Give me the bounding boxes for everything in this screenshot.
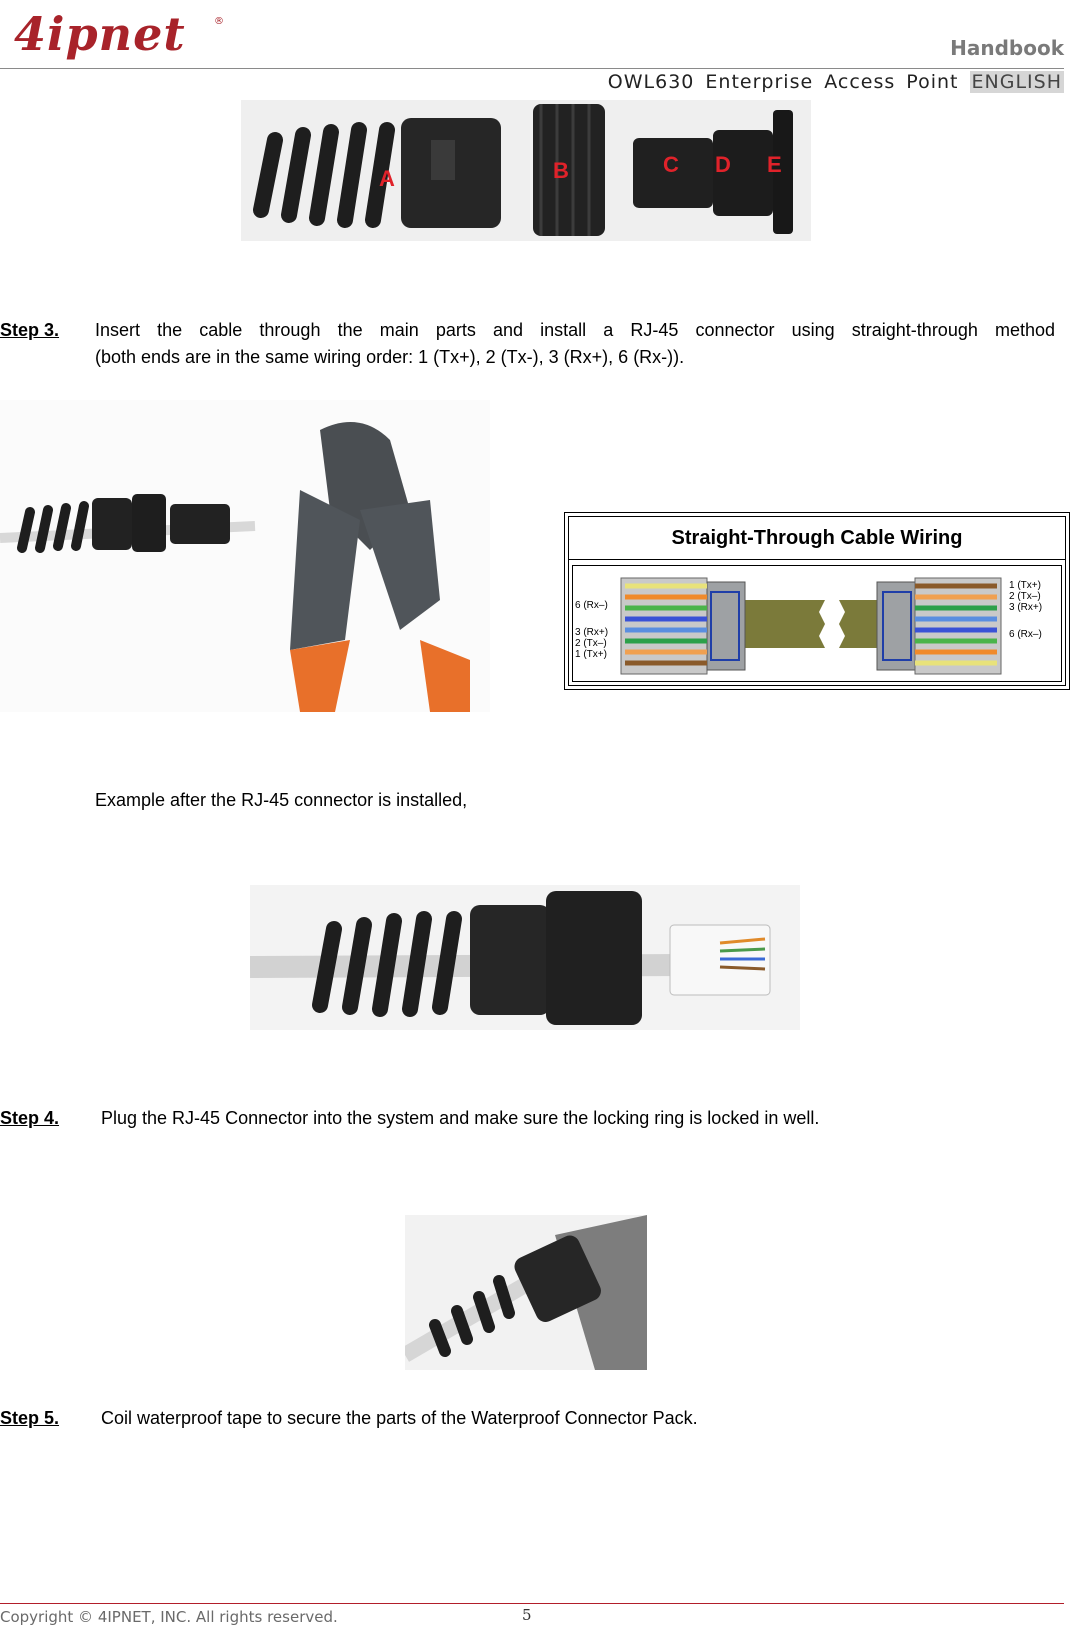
copyright-text: Copyright © 4IPNET, INC. All rights reserved.: [0, 1608, 338, 1626]
wiring-frame: [568, 516, 1066, 686]
left-label-3: 3 (Rx+): [575, 627, 609, 638]
language-label: ENGLISH: [971, 71, 1062, 93]
wiring-right-labels: [1009, 580, 1042, 640]
left-label-2: 2 (Tx–): [575, 638, 607, 649]
product-title: [608, 71, 1064, 93]
right-label-3: 3 (Rx+): [1009, 602, 1043, 613]
part-label-d: D: [715, 152, 731, 177]
page-number: 5: [522, 1606, 532, 1624]
example-caption: Example after the RJ-45 connector is installed,: [95, 790, 468, 810]
right-label-2: 2 (Tx–): [1009, 591, 1041, 602]
connector-parts-photo: [241, 100, 811, 241]
step-3-text-line2: (both ends are in the same wiring order: 1 (Tx+), 2 (Tx-), 3 (Rx+), 6 (Rx-)).: [95, 347, 685, 367]
wiring-left-labels: [575, 600, 608, 660]
footer-divider: [0, 1603, 1064, 1604]
wiring-title: Straight-Through Cable Wiring: [569, 517, 1065, 560]
step-4-text: Plug the RJ-45 Connector into the system and make sure the locking ring is locked in well.: [101, 1108, 820, 1128]
right-label-6: 6 (Rx–): [1009, 629, 1042, 640]
part-label-c: C: [663, 152, 679, 177]
step-5-label: Step 5.: [0, 1408, 60, 1428]
doc-type-label: Handbook: [950, 36, 1064, 60]
plugged-connector-photo: [405, 1215, 647, 1370]
right-label-1: 1 (Tx+): [1009, 580, 1041, 591]
step-4-label: Step 4.: [0, 1108, 60, 1128]
header-divider: [0, 68, 1064, 69]
step-3-text-line1: Insert the cable through the main parts and install a RJ-45 connector using straight-through method: [95, 320, 1055, 340]
left-label-1: 1 (Tx+): [575, 649, 607, 660]
product-name: OWL630 Enterprise Access Point: [607, 71, 959, 93]
part-label-b: B: [553, 158, 569, 183]
part-label-a: A: [379, 166, 395, 191]
left-label-6: 6 (Rx–): [575, 600, 608, 611]
step-3-label: Step 3.: [0, 320, 60, 340]
registered-mark: ®: [214, 16, 224, 27]
step-5-text: Coil waterproof tape to secure the parts of the Waterproof Connector Pack.: [101, 1408, 698, 1428]
part-label-e: E: [767, 152, 782, 177]
crimping-tool-photo: [0, 400, 490, 712]
installed-connector-photo: [250, 885, 800, 1030]
wiring-diagram-box: [564, 512, 1070, 690]
wiring-illustration: [572, 565, 1062, 682]
company-logo: [14, 6, 224, 62]
logo-text: 4ipnet: [14, 7, 186, 61]
